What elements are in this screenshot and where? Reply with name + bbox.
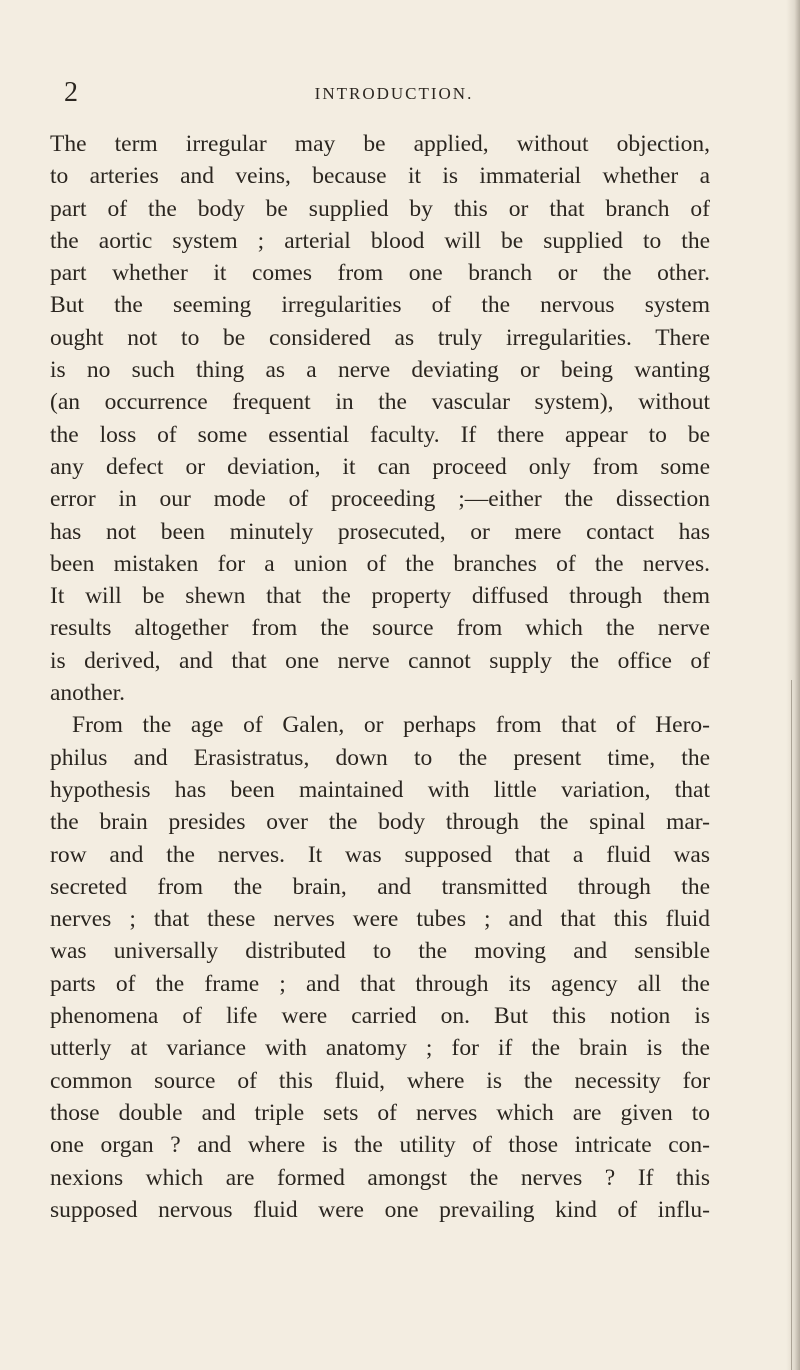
- text-line: part of the body be supplied by this or that branch of: [50, 195, 710, 222]
- text-line: part whether it comes from one branch or the other.: [50, 260, 710, 287]
- page-number: 2: [64, 77, 78, 108]
- text-line: has not been minutely prosecuted, or mere contact has: [50, 518, 710, 545]
- text-line: those double and triple sets of nerves which are given to: [50, 1099, 710, 1126]
- text-line: any defect or deviation, it can proceed only from some: [50, 453, 710, 480]
- text-line: parts of the frame ; and that through its agency all the: [50, 970, 710, 997]
- text-line: row and the nerves. It was supposed that a fluid was: [50, 841, 710, 868]
- text-line: is no such thing as a nerve deviating or being wanting: [50, 357, 710, 384]
- text-line: one organ ? and where is the utility of those intricate con-: [50, 1132, 710, 1159]
- running-head: INTRODUCTION.: [314, 84, 474, 103]
- text-line: results altogether from the source from which the nerve: [50, 615, 710, 642]
- text-line: It will be shewn that the property diffused through them: [50, 583, 710, 610]
- text-line: been mistaken for a union of the branches of the nerves.: [50, 550, 710, 577]
- text-line: nexions which are formed amongst the nerves ? If this: [50, 1164, 710, 1191]
- page-header: [64, 78, 724, 108]
- text-line: the brain presides over the body through the spinal mar-: [50, 809, 710, 836]
- text-line: utterly at variance with anatomy ; for if the brain is the: [50, 1035, 710, 1062]
- text-line: But the seeming irregularities of the nervous system: [50, 292, 710, 319]
- text-line: was universally distributed to the moving and sensible: [50, 938, 710, 965]
- text-line: common source of this fluid, where is the necessity for: [50, 1067, 710, 1094]
- text-line: philus and Erasistratus, down to the present time, the: [50, 744, 710, 771]
- text-line: phenomena of life were carried on. But this notion is: [50, 1003, 710, 1030]
- text-line: to arteries and veins, because it is immaterial whether a: [50, 163, 710, 190]
- text-line: is derived, and that one nerve cannot supply the office of: [50, 647, 710, 674]
- text-line: From the age of Galen, or perhaps from that of Hero-: [72, 712, 710, 739]
- page-edge-shadow: [786, 0, 800, 1370]
- text-line: another.: [50, 680, 126, 707]
- body-text: [50, 128, 710, 1226]
- page-edge-line: [791, 680, 792, 1370]
- text-line: ought not to be considered as truly irregularities. There: [50, 324, 710, 351]
- text-line: the aortic system ; arterial blood will be supplied to the: [50, 227, 710, 254]
- text-line: The term irregular may be applied, without objection,: [50, 131, 710, 157]
- text-line: supposed nervous fluid were one prevailing kind of influ-: [50, 1196, 710, 1223]
- text-line: the loss of some essential faculty. If there appear to be: [50, 421, 710, 448]
- text-line: error in our mode of proceeding ;—either the dissection: [50, 486, 710, 513]
- text-line: secreted from the brain, and transmitted through the: [50, 873, 710, 900]
- text-line: hypothesis has been maintained with little variation, that: [50, 776, 710, 803]
- text-line: nerves ; that these nerves were tubes ; and that this fluid: [50, 906, 710, 933]
- text-line: (an occurrence frequent in the vascular system), without: [50, 389, 710, 416]
